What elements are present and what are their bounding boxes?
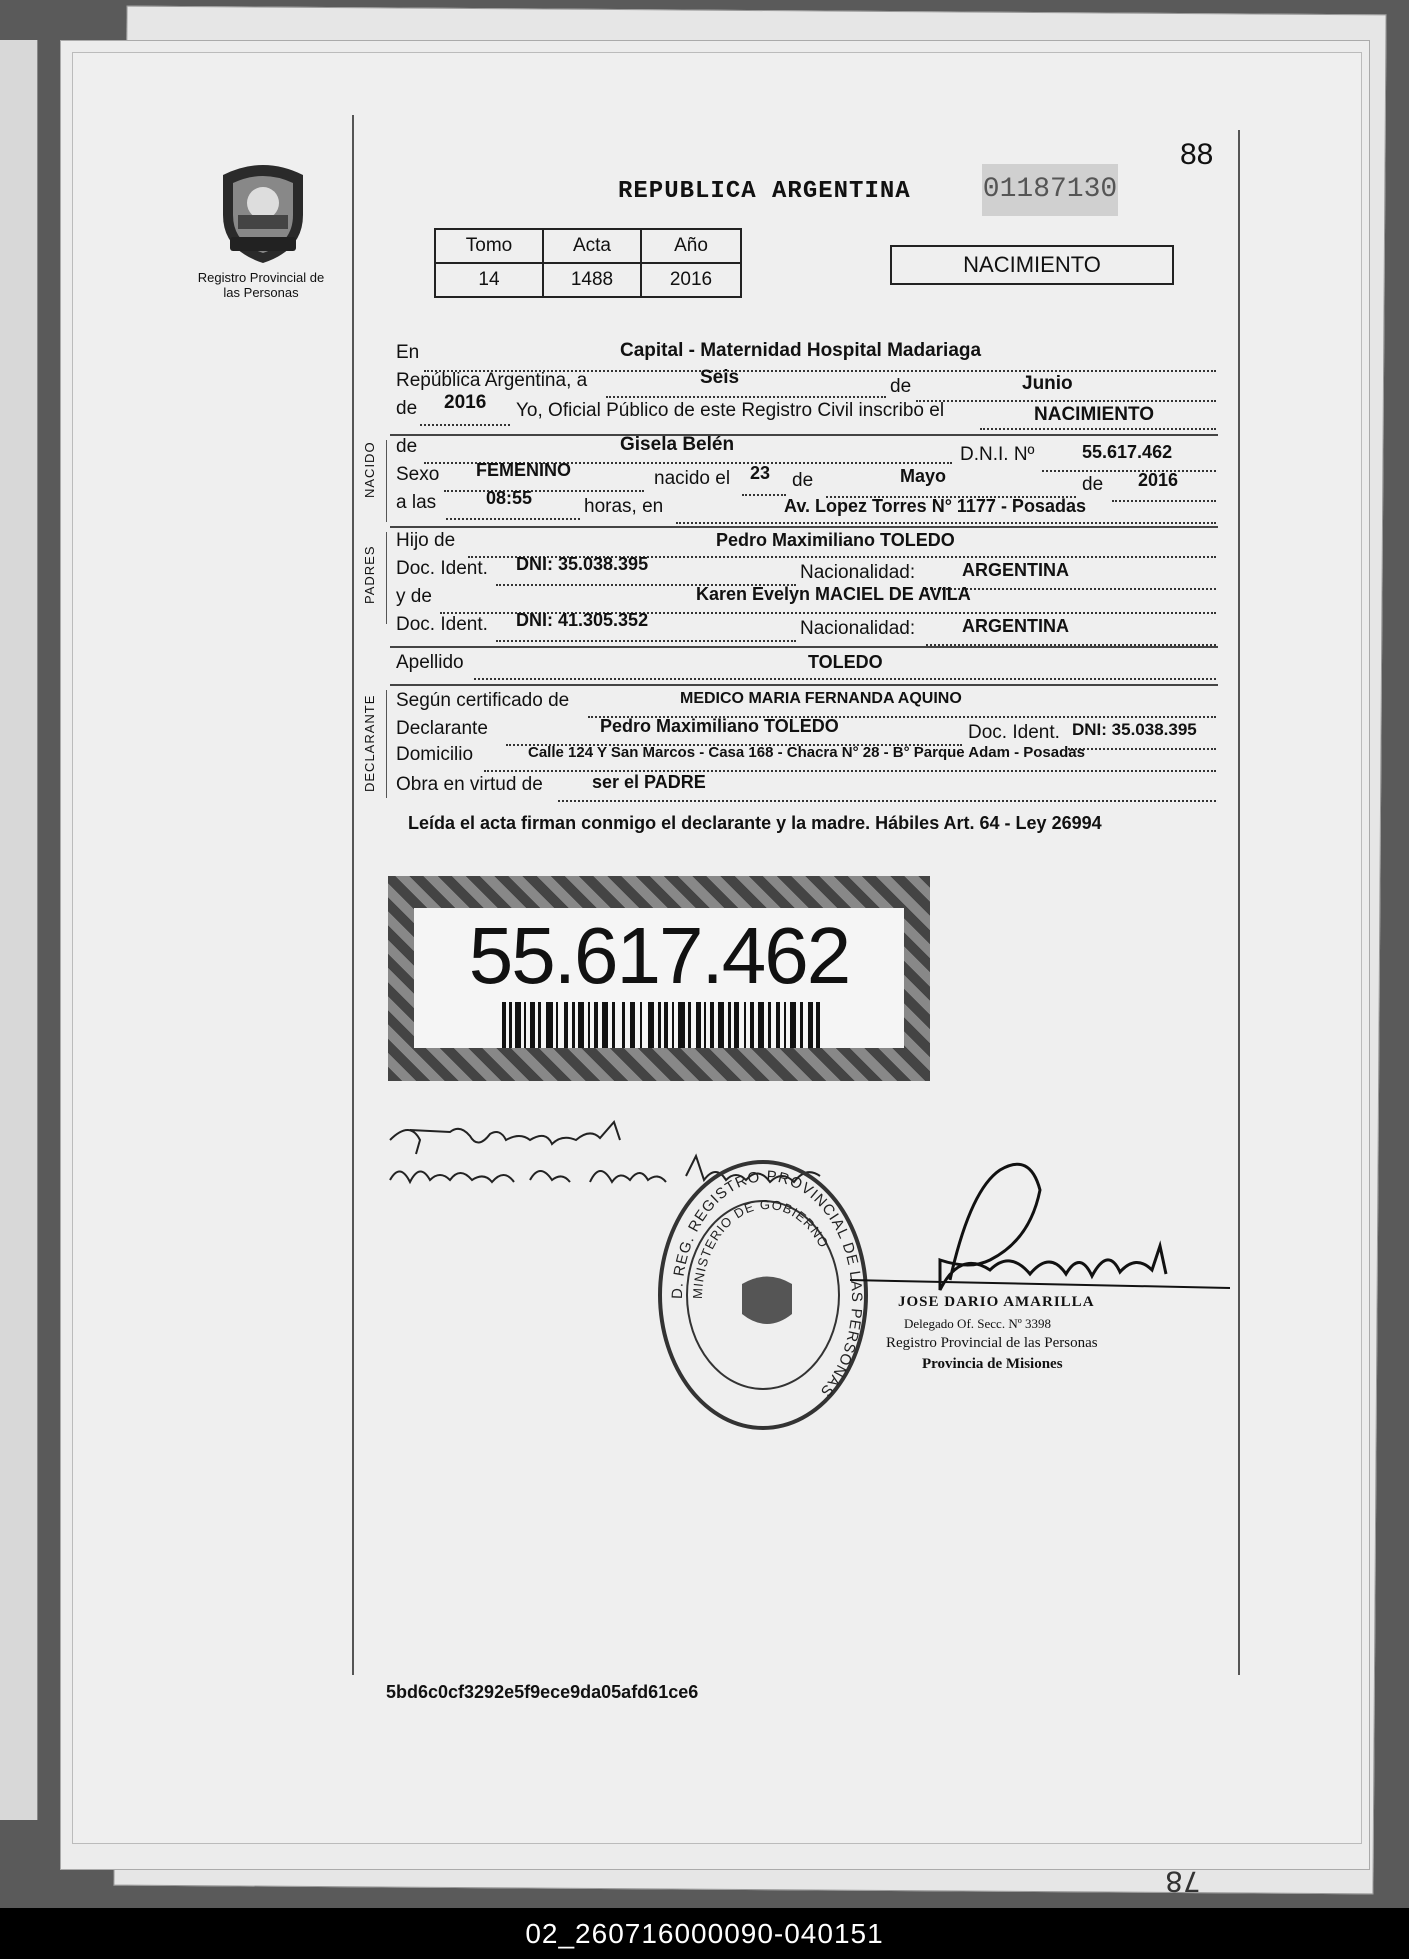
- value-day: Seis: [700, 367, 740, 388]
- section-bar-padres: [386, 532, 387, 624]
- value-certificate: MEDICO MARIA FERNANDA AQUINO: [680, 690, 962, 707]
- value-month: Junio: [1022, 373, 1073, 394]
- label-declarante: Declarante: [396, 718, 488, 739]
- value-declarant: Pedro Maximiliano TOLEDO: [600, 716, 839, 736]
- label-de-nombre: de: [396, 436, 418, 457]
- side-label-nacido: NACIDO: [362, 441, 377, 498]
- label-y-de: y de: [396, 586, 432, 607]
- label-doc-ident-2: Doc. Ident.: [396, 614, 488, 635]
- side-label-declarante: DECLARANTE: [362, 694, 377, 792]
- stamp-inner-text: MINISTERIO DE GOBIERNO: [689, 1196, 832, 1300]
- value-place: Capital - Maternidad Hospital Madariaga: [620, 340, 982, 361]
- value-name: Gisela Belén: [620, 434, 735, 455]
- value-hour: 08:55: [486, 488, 533, 508]
- label-republica: República Argentina, a: [396, 370, 588, 391]
- label-de: de: [890, 376, 912, 397]
- dotted-line: [606, 380, 886, 398]
- barcode-icon: [502, 1002, 822, 1048]
- dni-label-inner: [414, 908, 904, 1048]
- value-address: Calle 124 Y San Marcos - Casa 168 - Chacra N° 28 - B° Parque Adam - Posadas: [528, 744, 1085, 761]
- record-table-header: [435, 229, 741, 263]
- section-bar-nacido: [386, 440, 387, 522]
- table-value-tomo: 14: [435, 263, 543, 297]
- table-value-acta: 1488: [543, 263, 641, 297]
- label-doc-ident-3: Doc. Ident.: [968, 722, 1060, 743]
- value-mother-nationality: ARGENTINA: [962, 616, 1069, 636]
- officer-name: JOSE DARIO AMARILLA: [898, 1294, 1095, 1310]
- value-act: NACIMIENTO: [1034, 404, 1154, 425]
- officer-title: Delegado Of. Secc. Nº 3398: [904, 1316, 1051, 1331]
- value-birth-day: 23: [750, 463, 771, 483]
- scan-footer-id: 02_260716000090-040151: [0, 1908, 1409, 1959]
- officer-province: Provincia de Misiones: [922, 1356, 1063, 1372]
- side-label-padres: PADRES: [362, 545, 377, 604]
- value-birth-year: 2016: [1138, 470, 1179, 490]
- province-seal-icon: [208, 155, 318, 265]
- value-mother-doc: DNI: 41.305.352: [516, 610, 649, 630]
- table-header-acta: Acta: [543, 229, 641, 263]
- label-de-anio: de: [1082, 474, 1104, 495]
- label-horas-en: horas, en: [584, 496, 664, 517]
- dni-label-card: [388, 876, 930, 1081]
- page-number: 88: [1180, 138, 1214, 171]
- document-hash: 5bd6c0cf3292e5f9ece9da05afd61ce6: [386, 1682, 699, 1702]
- officer-registry: Registro Provincial de las Personas: [886, 1335, 1098, 1351]
- left-frame-line: [352, 115, 354, 1675]
- table-value-anio: 2016: [641, 263, 741, 297]
- value-year: 2016: [444, 392, 487, 413]
- table-header-anio: Año: [641, 229, 741, 263]
- label-segun: Según certificado de: [396, 690, 570, 711]
- label-nacionalidad-1: Nacionalidad:: [800, 562, 916, 583]
- label-a-las: a las: [396, 492, 437, 513]
- label-apellido: Apellido: [396, 652, 464, 673]
- serial-number: 01187130: [982, 164, 1118, 216]
- record-table: [434, 228, 742, 298]
- value-mother: Karen Evelyn MACIEL DE AVILA: [696, 584, 971, 604]
- section-divider: [390, 526, 1218, 528]
- value-declarant-doc: DNI: 35.038.395: [1072, 720, 1197, 739]
- label-hijo-de: Hijo de: [396, 530, 456, 551]
- label-de-mes: de: [792, 470, 814, 491]
- value-birth-place: Av. Lopez Torres N° 1177 - Posadas: [784, 496, 1086, 516]
- value-father: Pedro Maximiliano TOLEDO: [716, 530, 955, 550]
- label-sexo: Sexo: [396, 464, 440, 485]
- label-domicilio: Domicilio: [396, 744, 474, 765]
- value-surname: TOLEDO: [808, 652, 883, 672]
- value-father-nationality: ARGENTINA: [962, 560, 1069, 580]
- stamp-outer-text: D. REG. REGISTRO PROVINCIAL DE LAS PERSONAS: [668, 1167, 866, 1401]
- value-birth-month: Mayo: [900, 466, 947, 486]
- record-table-values: [435, 263, 741, 297]
- record-type-box: NACIMIENTO: [890, 245, 1174, 285]
- section-divider: [390, 646, 1218, 648]
- label-de2: de: [396, 398, 418, 419]
- registry-name: Registro Provincial de las Personas: [197, 270, 325, 300]
- value-sex: FEMENINO: [476, 460, 572, 480]
- label-doc-ident-1: Doc. Ident.: [396, 558, 488, 579]
- right-frame-line: [1238, 130, 1240, 1675]
- value-reason: ser el PADRE: [592, 772, 706, 792]
- legal-note: Leída el acta firman conmigo el declarante y la madre. Hábiles Art. 64 - Ley 26994: [408, 813, 1102, 833]
- label-nacionalidad-2: Nacionalidad:: [800, 618, 916, 639]
- back-page-number: 78: [1165, 1865, 1201, 1898]
- section-divider: [390, 684, 1218, 686]
- dni-card-number: 55.617.462: [468, 911, 850, 1000]
- country-title: REPUBLICA ARGENTINA: [618, 178, 911, 205]
- label-en: En: [396, 342, 420, 363]
- label-nacido-el: nacido el: [654, 468, 731, 489]
- value-father-doc: DNI: 35.038.395: [516, 554, 649, 574]
- value-dni: 55.617.462: [1082, 442, 1173, 462]
- section-divider: [390, 434, 1218, 436]
- table-header-tomo: Tomo: [435, 229, 543, 263]
- section-bar-declarante: [386, 690, 387, 798]
- left-page-edge: [0, 40, 38, 1820]
- label-obra: Obra en virtud de: [396, 774, 543, 795]
- label-yo: Yo, Oficial Público de este Registro Civil inscribo el: [516, 400, 945, 421]
- label-dni: D.N.I. Nº: [960, 444, 1035, 465]
